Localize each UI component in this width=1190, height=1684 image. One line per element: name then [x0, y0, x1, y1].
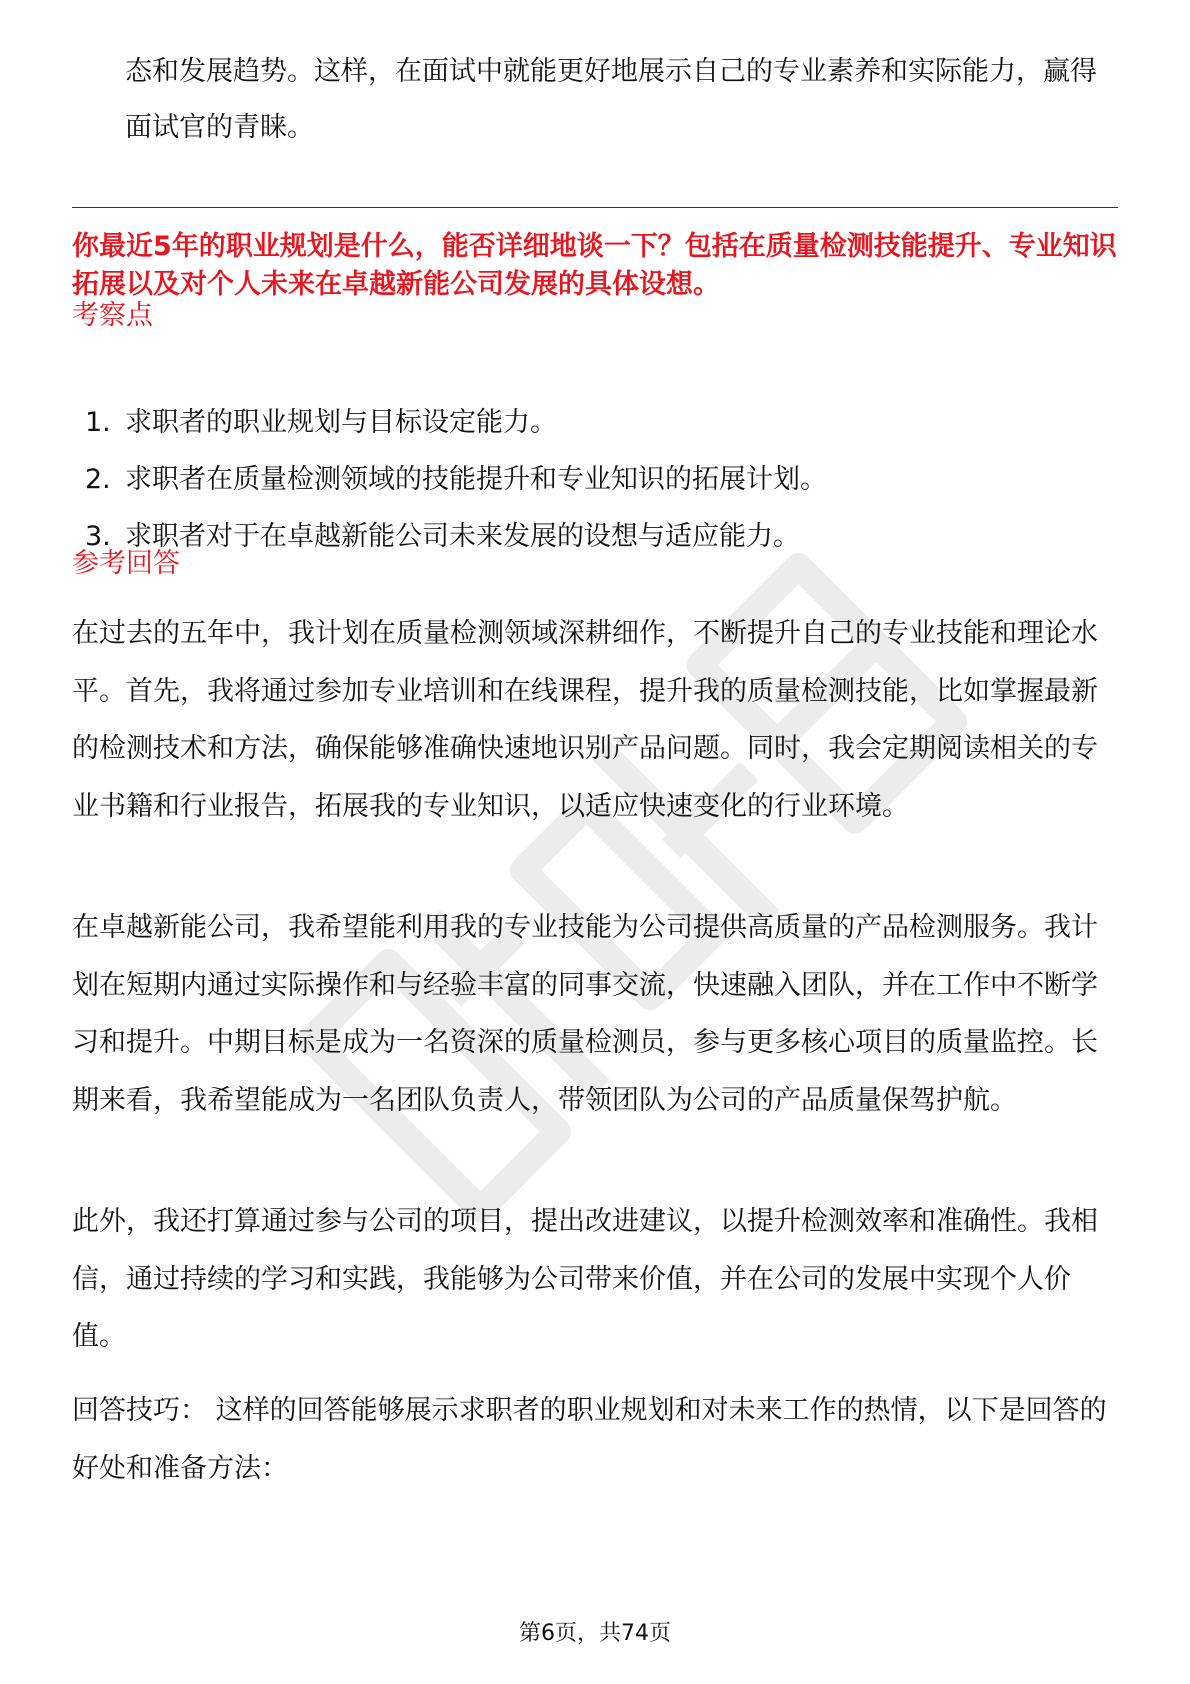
list-item-number: 2. — [85, 464, 111, 495]
list-item-number: 1. — [85, 407, 111, 438]
assessment-list — [85, 394, 1085, 565]
list-item — [85, 508, 1085, 565]
intro-paragraph: 态和发展趋势。这样，在面试中就能更好地展示自己的专业素养和实际能力，赢得面试官的青睐。 — [125, 56, 1097, 143]
answer-paragraph: 此外，我还打算通过参与公司的项目，提出改进建议，以提升检测效率和准确性。我相信，通过持续的学习和实践，我能够为公司带来价值，并在公司的发展中实现个人价值。 — [72, 1206, 1098, 1352]
answer-title: 参考回答 — [72, 548, 180, 579]
assessment-title: 考察点 — [72, 300, 153, 331]
list-item-text: 求职者的职业规划与目标设定能力。 — [125, 407, 557, 438]
interview-question: 你最近5年的职业规划是什么，能否详细地谈一下？包括在质量检测技能提升、专业知识拓展以及对个人未来在卓越新能公司发展的具体设想。 — [72, 231, 1117, 300]
list-item — [85, 394, 1085, 451]
list-item-text: 求职者对于在卓越新能公司未来发展的设想与适应能力。 — [125, 521, 800, 552]
list-item-text: 求职者在质量检测领域的技能提升和专业知识的拓展计划。 — [125, 464, 827, 495]
page-number: 第6页，共74页 — [519, 1621, 671, 1646]
list-item — [85, 451, 1085, 508]
list-item-number: 3. — [85, 521, 111, 552]
answer-paragraph: 在过去的五年中，我计划在质量检测领域深耕细作，不断提升自己的专业技能和理论水平。首先，我将通过参加专业培训和在线课程，提升我的质量检测技能，比如掌握最新的检测技术和方法，确保能够准确快速地识别产品问题。同时，我会定期阅读相关的专业书籍和行业报告，拓展我的专业知识，以适应快速变化的行业环境。 — [72, 618, 1098, 822]
section-divider — [72, 207, 1118, 208]
answer-tips-paragraph: 回答技巧： 这样的回答能够展示求职者的职业规划和对未来工作的热情，以下是回答的好处和准备方法： — [72, 1395, 1107, 1484]
answer-paragraph: 在卓越新能公司，我希望能利用我的专业技能为公司提供高质量的产品检测服务。我计划在短期内通过实际操作和与经验丰富的同事交流，快速融入团队，并在工作中不断学习和提升。中期目标是成为一名资深的质量检测员，参与更多核心项目的质量监控。长期来看，我希望能成为一名团队负责人，带领团队为公司的产品质量保驾护航。 — [72, 912, 1098, 1116]
